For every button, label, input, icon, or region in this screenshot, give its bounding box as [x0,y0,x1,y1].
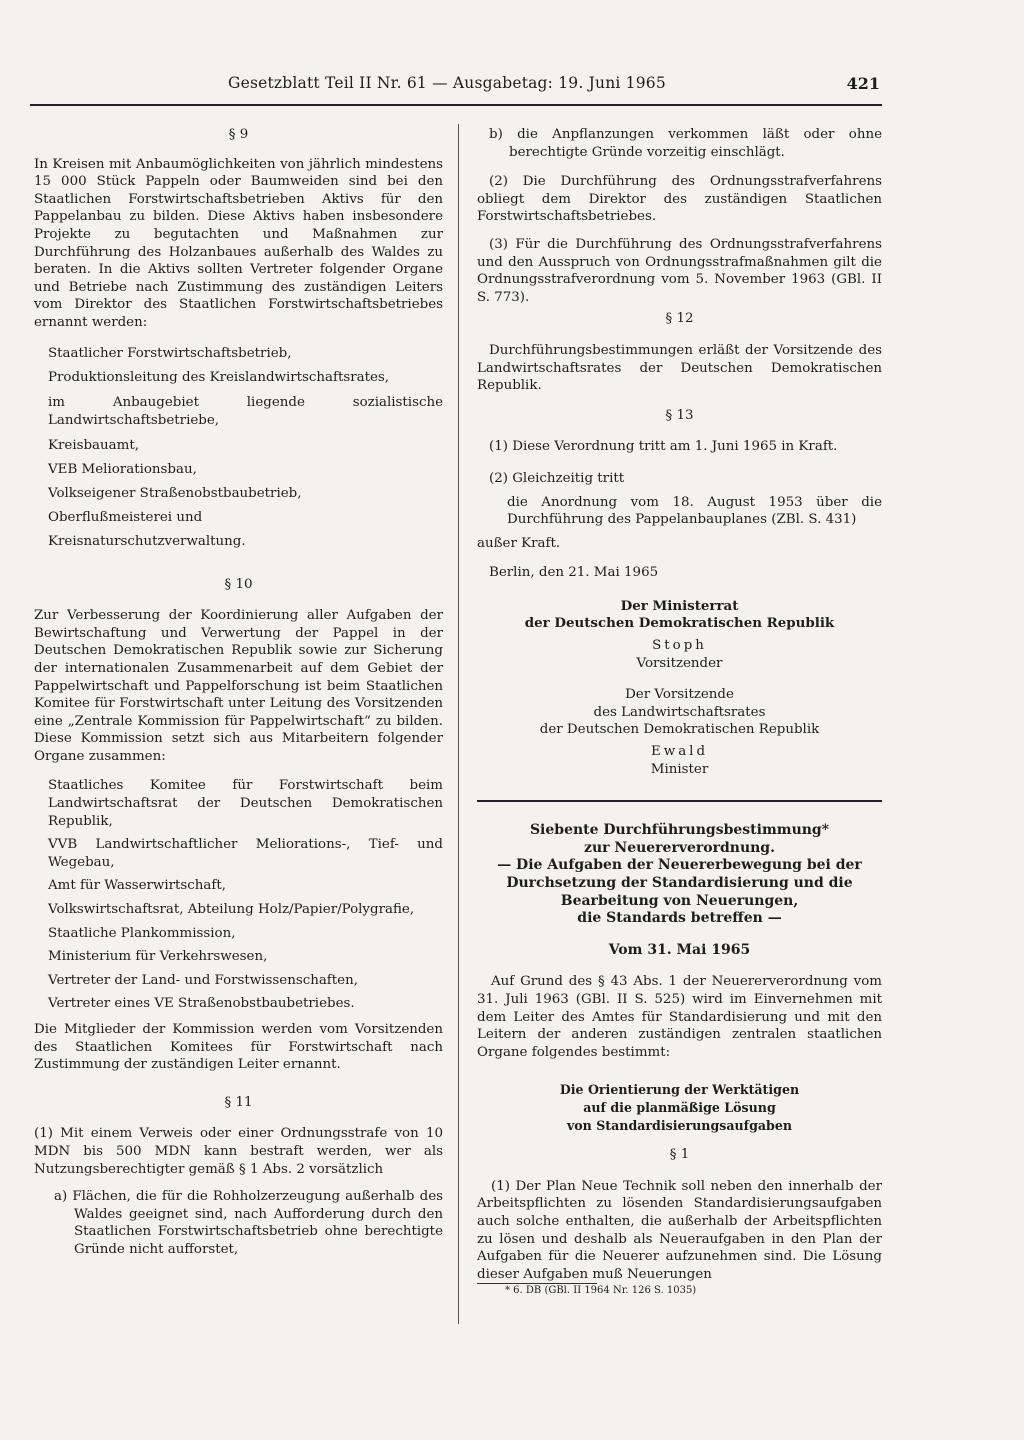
section-title-line-2: auf die planmäßige Lösung [583,1099,776,1115]
regulation-section-1-heading: § 1 [669,1147,690,1163]
footnote: * 6. DB (GBl. II 1964 Nr. 126 S. 1035) [505,1285,697,1297]
section-10-list [34,777,443,1013]
section-11-item-b: b) die Anpflanzungen verkommen läßt oder ohne berechtigte Gründe vorzeitig einschlägt. [489,127,882,160]
list-item: Vertreter der Land- und Forstwissenschaften, [48,972,358,988]
section-10-closing: Die Mitglieder der Kommission werden vom Vorsitzenden des Staatlichen Komitees für Forstwirtschaft nach Zustimmung der zuständigen Leiter ernannt. [34,1022,443,1073]
list-item: Oberflußmeisterei und [48,509,203,525]
section-11-paragraph-3: (3) Für die Durchführung des Ordnungsstrafverfahrens und den Ausspruch von Ordnungsstrafmaßnahmen gilt die Ordnungsstrafverordnung vom 5. November 1963 (GBl. II S. 773). [477,236,882,305]
page-header [34,72,880,102]
regulation-subtitle-line-4: die Standards betreffen — [577,910,782,927]
regulation-section-1-paragraph: (1) Der Plan Neue Technik soll neben den innerhalb der Arbeitspflichten zu lösenden Standardisierungsaufgaben auch solche enthalten, die außerhalb der Arbeitspflichten zu lösen und deshalb als Neueraufgaben in den Plan der Aufgaben für die Neuerer aufzunehmen sind. Die Lösung dieser Aufgaben muß Neuerungen [477,1178,882,1282]
regulation-title-line-1: Siebente Durchführungsbestimmung* [529,822,830,839]
section-12-heading: § 12 [665,311,694,327]
list-item: Staatliches Komitee für Forstwirtschaft beim Landwirtschaftsrat der Deutschen Demokratischen Republik, [48,778,443,829]
section-11-item-a: a) Flächen, die für die Rohholzerzeugung außerhalb des Waldes geeignet sind, nach Aufforderung durch den Staatlichen Forstwirtschaftsbetrieb ohne berechtigte Gründe nicht aufforstet, [54,1189,443,1257]
section-10-paragraph: Zur Verbesserung der Koordinierung aller Aufgaben der Bewirtschaftung und Verwertung der Pappel in der Deutschen Demokratischen Republik sowie zur Sicherung der internationalen Zusammenarbeit auf dem Gebiet der Pappelwirtschaft und Pappelforschung ist beim Staatlichen Komitee für Forstwirtschaft unter Leitung des Vorsitzenden eine „Zentrale Kommission für Pappelwirtschaft“ zu bilden. Diese Kommission setzt sich aus Mitarbeitern folgender Organe zusammen: [34,608,443,764]
signature-title-2: Minister [650,761,709,777]
left-column [34,126,443,1259]
signature-org-1: Der Ministerrat [620,597,739,614]
regulation-date: Vom 31. Mai 1965 [608,941,751,958]
signature-name-2: Ewald [650,744,709,760]
regulation-section-title [477,1081,882,1134]
signature-title-1: Vorsitzender [636,655,723,671]
signature-org-5: der Deutschen Demokratischen Republik [539,722,820,738]
section-9-paragraph: In Kreisen mit Anbaumöglichkeiten von jährlich mindestens 15 000 Stück Pappeln oder Baumweiden sind bei den Staatlichen Forstwirtschaftsbetrieben Aktivs für den Pappelanbau zu bilden. Diese Aktivs haben insbesondere Projekte zu begutachten und Maßnahmen zur Durchführung des Holzanbaues außerhalb des Waldes zu beraten. In die Aktivs sollten Vertreter folgender Organe und Betriebe nach Zustimmung des zuständigen Leiters vom Direktor des Staatlichen Forstwirtschaftsbetriebes ernannt werden: [34,156,443,330]
section-13-heading: § 13 [665,407,694,423]
signature-org-3: Der Vorsitzende [625,687,734,703]
list-item: Staatlicher Forstwirtschaftsbetrieb, [48,345,292,361]
column-divider [458,124,459,1324]
section-12-paragraph: Durchführungsbestimmungen erläßt der Vorsitzende des Landwirtschaftsrates der Deutschen Demokratischen Republik. [477,342,882,394]
signature-block [477,598,882,778]
section-11-paragraph-2: (2) Die Durchführung des Ordnungsstrafverfahrens obliegt dem Direktor des zuständigen Staatlichen Forstwirtschaftsbetriebes. [477,174,882,225]
list-item: Amt für Wasserwirtschaft, [48,878,226,894]
list-item: VEB Meliorationsbau, [48,461,197,477]
section-9-heading: § 9 [228,127,249,142]
header-title: Gesetzblatt Teil II Nr. 61 — Ausgabetag: 19. Juni 1965 [228,74,666,92]
regulation-subtitle-line-2: Durchsetzung der Standardisierung und die [506,875,853,891]
section-title-line-1: Die Orientierung der Werktätigen [559,1082,800,1098]
section-9-list [34,342,443,554]
list-item: VVB Landwirtschaftlicher Meliorations-, Tief- und Wegebau, [48,837,443,870]
list-item: Volkswirtschaftsrat, Abteilung Holz/Papier/Polygrafie, [48,902,415,918]
signature-org-4: des Landwirtschaftsrates [593,704,766,720]
section-13-paragraph-2b: die Anordnung vom 18. August 1953 über die Durchführung des Pappelanbauplanes (ZBl. S. 431) [507,494,882,528]
section-13-paragraph-1: (1) Diese Verordnung tritt am 1. Juni 1965 in Kraft. [489,439,838,455]
list-item: Kreisnaturschutzverwaltung. [48,533,246,549]
section-11-paragraph-1: (1) Mit einem Verweis oder einer Ordnungsstrafe von 10 MDN bis 500 MDN kann bestraft werden, wer als Nutzungsberechtigter gemäß § 1 Abs. 2 vorsätzlich [34,1126,443,1177]
section-11-heading: § 11 [224,1094,253,1110]
section-title-line-3: von Standardisierungsaufgaben [566,1117,793,1133]
page-number: 421 [846,74,880,93]
list-item: Staatliche Plankommission, [48,925,236,941]
regulation-subtitle-line-1: — Die Aufgaben der Neuererbewegung bei der [497,857,862,874]
section-13-paragraph-2c: außer Kraft. [477,535,561,551]
signature-org-2: der Deutschen Demokratischen Republik [524,615,835,632]
list-item: im Anbaugebiet liegende sozialistische Landwirtschaftsbetriebe, [48,394,443,428]
list-item: Kreisbauamt, [48,437,139,453]
regulation-subtitle-line-3: Bearbeitung von Neuerungen, [560,892,799,909]
header-rule [30,104,882,106]
section-13-paragraph-2: (2) Gleichzeitig tritt [489,470,625,486]
right-column [477,126,882,1298]
section-10-heading: § 10 [224,576,253,592]
list-item: Produktionsleitung des Kreislandwirtschaftsrates, [48,369,390,385]
signature-name-1: Stoph [652,638,707,654]
regulation-title-line-2: zur Neuererverordnung. [584,839,775,856]
place-date: Berlin, den 21. Mai 1965 [489,565,659,581]
list-item: Vertreter eines VE Straßenobstbaubetriebes. [48,996,355,1012]
list-item: Volkseigener Straßenobstbaubetrieb, [48,485,302,501]
regulation-intro: Auf Grund des § 43 Abs. 1 der Neuererverordnung vom 31. Juli 1963 (GBl. II S. 525) wird im Einvernehmen mit dem Leiter des Amtes für Standardisierung und mit den Leitern der anderen zuständigen zentralen staatlichen Organe folgendes bestimmt: [477,974,882,1060]
list-item: Ministerium für Verkehrswesen, [48,949,268,965]
regulation-title [477,822,882,928]
